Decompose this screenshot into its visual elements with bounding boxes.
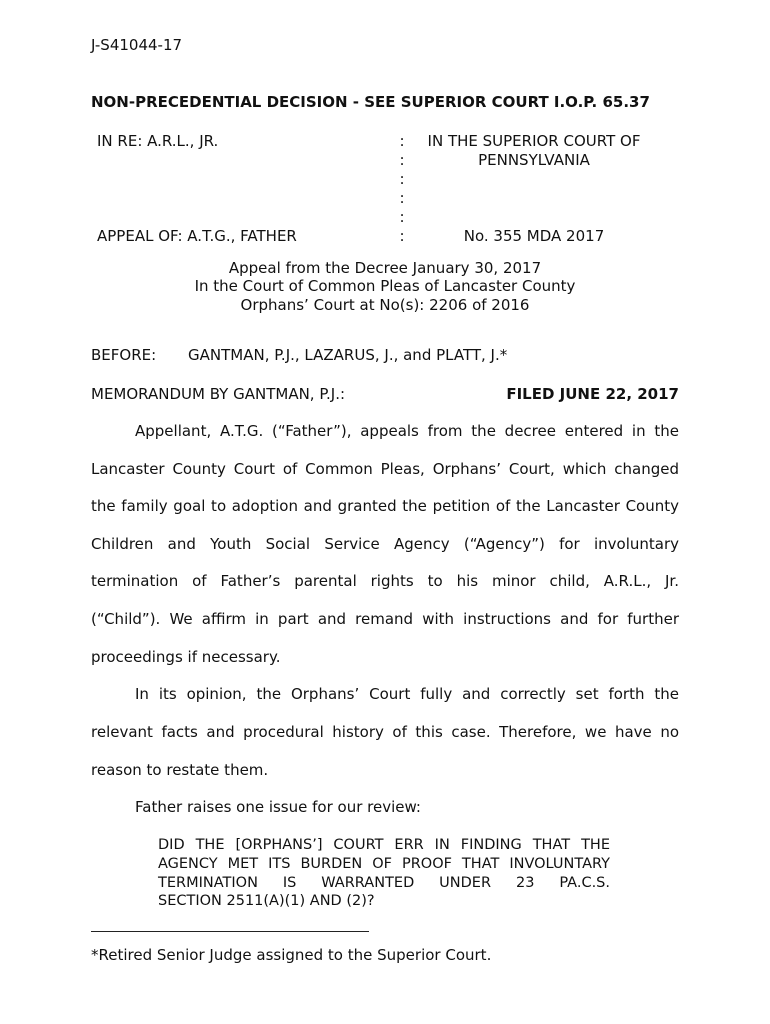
caption-separator: : <box>399 132 405 150</box>
filed-date: FILED JUNE 22, 2017 <box>506 385 679 403</box>
caption-appeal-of: APPEAL OF: A.T.G., FATHER <box>97 227 297 245</box>
caption-court-line1: IN THE SUPERIOR COURT OF <box>427 132 641 150</box>
quote-line: DID THE [ORPHANS’] COURT ERR IN FINDING THAT THE <box>158 837 610 853</box>
body-line: proceedings if necessary. <box>91 648 281 666</box>
caption-separator: : <box>399 189 405 207</box>
paragraph-3: Father raises one issue for our review: <box>135 798 421 816</box>
body-line: the family goal to adoption and granted the petition of the Lancaster County <box>91 497 679 515</box>
before-label: BEFORE: <box>91 346 157 364</box>
body-line: Children and Youth Social Service Agency (“Agency”) for involuntary <box>91 535 679 553</box>
memorandum-author: MEMORANDUM BY GANTMAN, P.J.: <box>91 385 346 403</box>
footnote: *Retired Senior Judge assigned to the Superior Court. <box>91 946 492 964</box>
caption-in-re: IN RE: A.R.L., JR. <box>97 132 219 150</box>
appeal-info-line: Appeal from the Decree January 30, 2017 <box>228 259 542 277</box>
body-line: Lancaster County Court of Common Pleas, Orphans’ Court, which changed <box>91 460 679 478</box>
appeal-info-line: Orphans’ Court at No(s): 2206 of 2016 <box>240 296 530 314</box>
body-line: reason to restate them. <box>91 761 269 779</box>
caption-separator: : <box>399 151 405 169</box>
caption-separator: : <box>399 170 405 188</box>
body-line: Appellant, A.T.G. (“Father”), appeals from the decree entered in the <box>135 422 679 440</box>
quote-line: TERMINATION IS WARRANTED UNDER 23 PA.C.S. <box>158 875 610 891</box>
quote-line: AGENCY MET ITS BURDEN OF PROOF THAT INVOLUNTARY <box>158 856 610 872</box>
body-line: termination of Father’s parental rights to his minor child, A.R.L., Jr. <box>91 572 679 590</box>
document-id: J-S41044-17 <box>91 36 183 54</box>
non-precedential-header: NON-PRECEDENTIAL DECISION - SEE SUPERIOR COURT I.O.P. 65.37 <box>91 93 650 111</box>
body-line: relevant facts and procedural history of this case. Therefore, we have no <box>91 723 679 741</box>
body-line: (“Child”). We affirm in part and remand with instructions and for further <box>91 610 679 628</box>
caption-separator: : <box>399 208 405 226</box>
body-line: In its opinion, the Orphans’ Court fully and correctly set forth the <box>135 685 679 703</box>
caption-court-line2: PENNSYLVANIA <box>478 151 590 169</box>
caption-separator: : <box>399 227 405 245</box>
caption-docket-number: No. 355 MDA 2017 <box>463 227 605 245</box>
appeal-info-line: In the Court of Common Pleas of Lancaster County <box>194 277 576 295</box>
footnote-separator <box>91 931 369 932</box>
quote-line: SECTION 2511(A)(1) AND (2)? <box>158 893 375 909</box>
before-judges: GANTMAN, P.J., LAZARUS, J., and PLATT, J.* <box>188 346 508 364</box>
